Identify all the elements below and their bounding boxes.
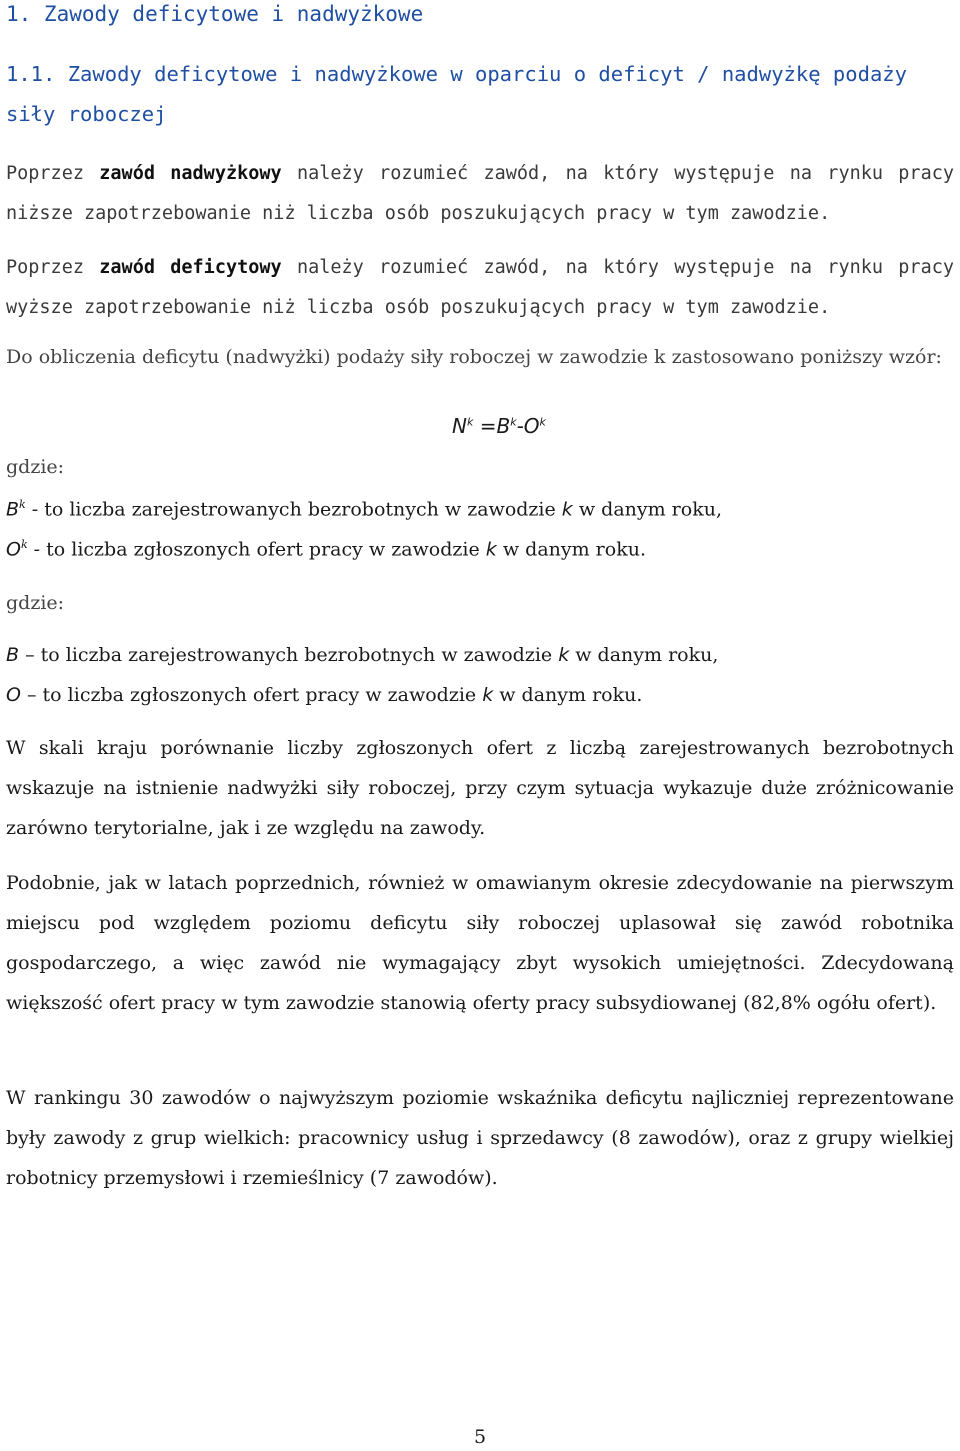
definition-o-end: w danym roku. xyxy=(493,684,643,706)
paragraph-ranking: W rankingu 30 zawodów o najwyższym poziomie wskaźnika deficytu najliczniej reprezentowane były zawody z grup wielkich: pracownicy usług i sprzedawcy (8 zawodów), oraz z grupy wielkiej robotnicy przemysłowi i rzemieślnicy (7 zawodów). xyxy=(6,1087,954,1189)
definition-o-text: – to liczba zgłoszonych ofert pracy w zawodzie xyxy=(20,684,483,706)
definition-b-k-end: w danym roku, xyxy=(572,498,722,521)
formula-b: B xyxy=(496,414,511,438)
where-label-1: gdzie: xyxy=(6,456,65,478)
symbol-k: k xyxy=(558,644,570,666)
formula-eq: = xyxy=(473,414,497,438)
definition-o-k-end: w danym roku. xyxy=(496,538,646,561)
definition-surplus-text: należy rozumieć zawód, na który występuje na rynku pracy niższe zapotrzebowanie niż liczba osób poszukujących pracy w tym zawodzie. xyxy=(6,163,954,224)
definition-deficit-text: należy rozumieć zawód, na który występuje na rynku pracy wyższe zapotrzebowanie niż liczba osób poszukujących pracy w tym zawodzie. xyxy=(6,257,954,318)
definition-o xyxy=(6,684,642,706)
definition-b-k-text: - to liczba zarejestrowanych bezrobotnych w zawodzie xyxy=(25,498,562,521)
formula xyxy=(452,414,546,438)
term-surplus: zawód nadwyżkowy xyxy=(99,163,282,184)
definition-deficit-prefix: Poprzez xyxy=(6,257,100,278)
symbol-k: k xyxy=(482,684,494,706)
formula-n-sup: k xyxy=(466,415,474,429)
symbol-b-sup: k xyxy=(19,498,26,511)
formula-b-sup: k xyxy=(510,415,517,429)
definition-deficit xyxy=(6,248,954,328)
formula-o-sup: k xyxy=(539,415,546,429)
paragraph-country: W skali kraju porównanie liczby zgłoszonych ofert z liczbą zarejestrowanych bezrobotnych wskazuje na istnienie nadwyżki siły roboczej, przy czym sytuacja wykazuje duże zróżnicowanie zarówno terytorialne, jak i ze względu na zawody. xyxy=(6,737,954,839)
definition-b-end: w danym roku, xyxy=(569,644,719,666)
formula-minus: - xyxy=(516,414,524,438)
definition-surplus-prefix: Poprzez xyxy=(6,163,100,184)
section-heading: 1. Zawody deficytowe i nadwyżkowe xyxy=(6,2,424,26)
symbol-b: B xyxy=(6,644,20,666)
definition-o-k xyxy=(6,538,646,560)
paragraph-similar: Podobnie, jak w latach poprzednich, również w omawianym okresie zdecydowanie na pierwszym miejscu pod względem poziomu deficytu siły roboczej uplasował się zawód robotnika gospodarczego, a więc zawód nie wymagający zbyt wysokich umiejętności. Zdecydowaną większość ofert pracy w tym zawodzie stanowią oferty pracy subsydiowanej (82,8% ogółu ofert). xyxy=(6,872,954,1014)
definition-surplus xyxy=(6,154,954,234)
symbol-k: k xyxy=(485,538,497,561)
formula-n: N xyxy=(452,414,467,438)
term-deficit: zawód deficytowy xyxy=(99,257,282,278)
formula-o: O xyxy=(523,414,540,438)
subsection-heading: 1.1. Zawody deficytowe i nadwyżkowe w oparciu o deficyt / nadwyżkę podaży siły roboczej xyxy=(6,62,907,126)
where-label-2: gdzie: xyxy=(6,592,65,614)
symbol-b: B xyxy=(6,498,20,521)
page-number: 5 xyxy=(474,1426,487,1448)
symbol-o-sup: k xyxy=(20,538,28,551)
formula-intro: Do obliczenia deficytu (nadwyżki) podaży siły roboczej w zawodzie k zastosowano poniższy wzór: xyxy=(6,346,942,368)
symbol-k: k xyxy=(561,498,573,521)
symbol-o: O xyxy=(6,684,21,706)
definition-o-k-text: - to liczba zgłoszonych ofert pracy w zawodzie xyxy=(27,538,486,561)
definition-b-k xyxy=(6,498,722,520)
symbol-o: O xyxy=(6,538,21,561)
definition-b xyxy=(6,644,718,666)
definition-b-text: – to liczba zarejestrowanych bezrobotnych w zawodzie xyxy=(19,644,559,666)
